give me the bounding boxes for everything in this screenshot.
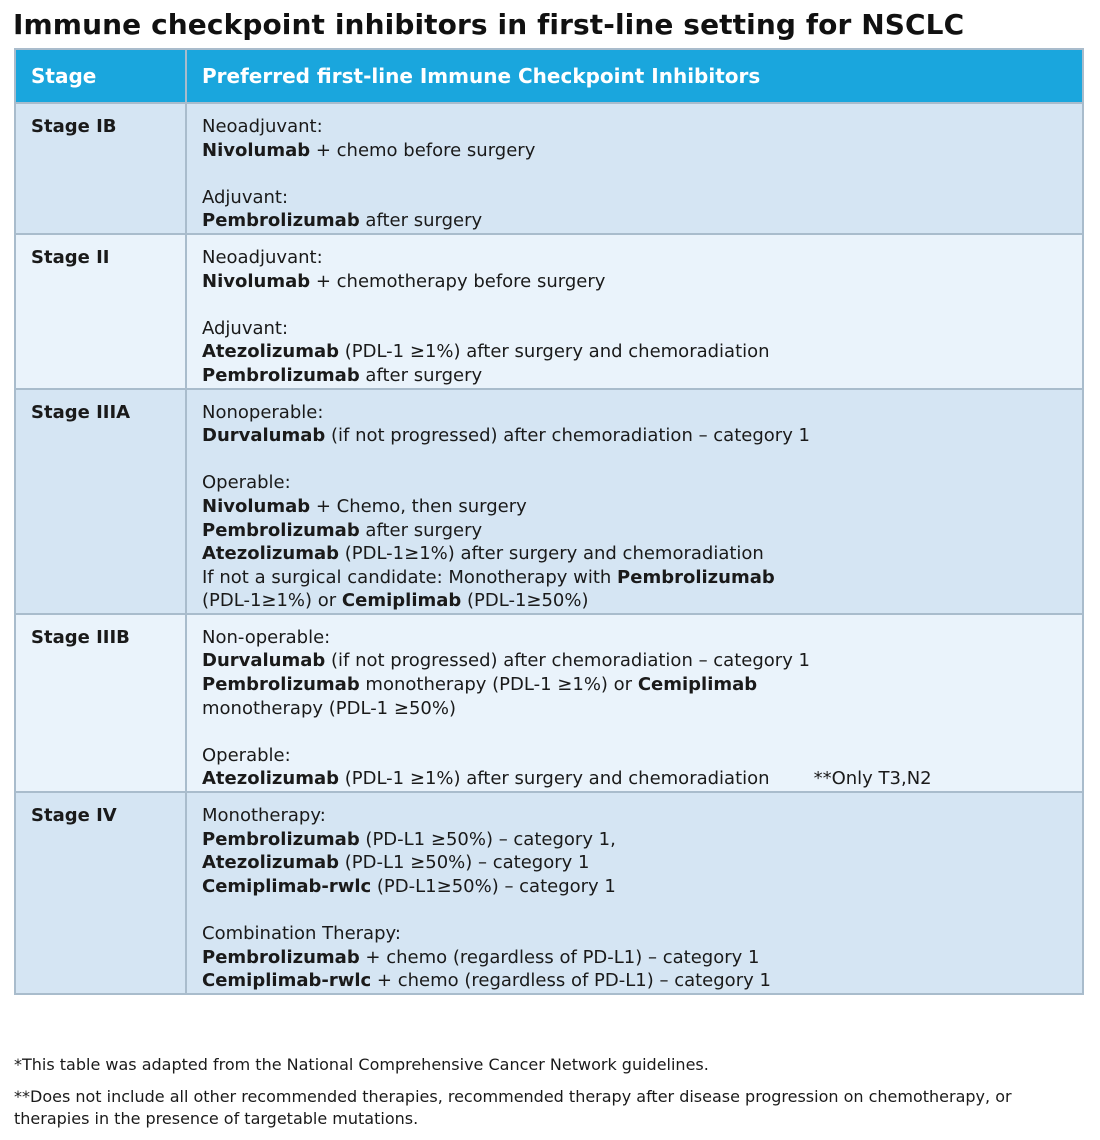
therapy-line [202, 946, 1082, 970]
drug-name: Pembrolizumab [202, 946, 360, 968]
line-text: monotherapy (PDL-1 ≥1%) or [359, 674, 638, 696]
stage-cell: Stage IB [15, 103, 186, 234]
therapy-line [202, 744, 1082, 768]
drug-name: Cemiplimab [341, 590, 462, 612]
stage-cell: Stage IIIB [15, 614, 186, 792]
line-text: + chemo (regardless of PD-L1) – category 1 [359, 946, 760, 968]
line-label: Neoadjuvant: [202, 246, 323, 268]
spacer [202, 293, 1082, 317]
therapy-line [202, 364, 1082, 388]
line-text: (if not progressed) after chemoradiation – category 1 [325, 650, 811, 672]
table-body [15, 103, 1083, 994]
drug-name: Pembrolizumab [202, 674, 360, 696]
line-text: (PD-L1 ≥50%) – category 1 [339, 852, 590, 874]
drug-name: Cemiplimab-rwlc [202, 875, 372, 897]
spacer [202, 448, 1082, 472]
drug-name: Cemiplimab-rwlc [202, 970, 372, 992]
stage-cell: Stage IIIA [15, 389, 186, 614]
drug-name: Pembrolizumab [202, 828, 360, 850]
table-header-row [15, 49, 1083, 103]
therapy-line [202, 969, 1082, 993]
therapy-line [202, 270, 1082, 294]
line-text: (PDL-1≥50%) [461, 590, 589, 612]
line-label: Adjuvant: [202, 186, 289, 208]
table-row [15, 792, 1083, 994]
therapy-line [202, 317, 1082, 341]
line-label: Neoadjuvant: [202, 116, 323, 137]
drug-name: Durvalumab [202, 425, 326, 447]
spacer [202, 162, 1082, 186]
drug-name: Nivolumab [202, 495, 311, 517]
line-note: **Only T3,N2 [813, 768, 932, 790]
drug-name: Nivolumab [202, 139, 311, 161]
therapy-line [202, 697, 1082, 721]
drug-name: Cemiplimab [637, 674, 758, 696]
line-label: Non-operable: [202, 626, 331, 648]
therapy-line [202, 186, 1082, 210]
table-row [15, 614, 1083, 792]
therapy-cell [186, 614, 1083, 792]
line-label: Nonoperable: [202, 401, 324, 423]
therapy-line [202, 424, 1082, 448]
line-text: after surgery [359, 210, 483, 232]
drug-name: Atezolizumab [202, 768, 340, 790]
therapy-line [202, 804, 1082, 828]
therapy-line [202, 589, 1082, 613]
table-row [15, 234, 1083, 389]
therapy-line [202, 649, 1082, 673]
line-text: (PDL-1 ≥1%) after surgery and chemoradiation [339, 768, 770, 790]
therapy-line [202, 401, 1082, 425]
therapy-line [202, 851, 1082, 875]
line-label: Adjuvant: [202, 317, 289, 339]
therapy-cell [186, 103, 1083, 234]
line-prefix: If not a surgical candidate: Monotherapy with [202, 566, 618, 588]
stage-cell: Stage IV [15, 792, 186, 994]
line-label: Operable: [202, 744, 291, 766]
therapy-cell [186, 389, 1083, 614]
therapy-line [202, 139, 1082, 163]
line-text: (PD-L1≥50%) – category 1 [371, 875, 616, 897]
therapy-line [202, 626, 1082, 650]
therapy-column-header: Preferred first-line Immune Checkpoint Inhibitors [186, 49, 1083, 103]
therapy-line [202, 828, 1082, 852]
line-label: Combination Therapy: [202, 923, 401, 944]
line-text: (PDL-1≥1%) after surgery and chemoradiation [339, 543, 764, 565]
line-prefix: (PDL-1≥1%) or [202, 590, 342, 612]
line-text: after surgery [359, 364, 483, 386]
therapy-line [202, 471, 1082, 495]
therapy-line [202, 209, 1082, 233]
line-label: monotherapy (PDL-1 ≥50%) [202, 697, 456, 719]
line-label: Monotherapy: [202, 805, 326, 827]
page-title: Immune checkpoint inhibitors in first-line setting for NSCLC [13, 8, 965, 41]
therapy-line [202, 922, 1082, 946]
therapy-line [202, 115, 1082, 139]
drug-name: Atezolizumab [202, 341, 340, 363]
drug-name: Atezolizumab [202, 852, 340, 874]
therapy-line [202, 767, 1082, 791]
line-text: + chemotherapy before surgery [310, 270, 606, 292]
drug-name: Atezolizumab [202, 543, 340, 565]
drug-name: Pembrolizumab [202, 364, 360, 386]
footnotes [14, 1054, 1086, 1140]
therapy-line [202, 542, 1082, 566]
table-row [15, 103, 1083, 234]
line-text: + Chemo, then surgery [310, 495, 527, 517]
line-text: (PDL-1 ≥1%) after surgery and chemoradiation [339, 341, 770, 363]
drug-name: Pembrolizumab [617, 566, 775, 588]
drug-name: Pembrolizumab [202, 210, 360, 232]
stage-cell: Stage II [15, 234, 186, 389]
therapy-cell [186, 234, 1083, 389]
therapy-line [202, 246, 1082, 270]
stage-column-header: Stage [15, 49, 186, 103]
line-label: Operable: [202, 472, 291, 494]
line-text: + chemo (regardless of PD-L1) – category 1 [371, 970, 771, 992]
table-row [15, 389, 1083, 614]
therapy-line [202, 495, 1082, 519]
footnote-source: *This table was adapted from the National Comprehensive Cancer Network guidelines. [14, 1055, 709, 1074]
line-text: after surgery [359, 519, 483, 541]
drug-name: Pembrolizumab [202, 519, 360, 541]
drug-name: Nivolumab [202, 270, 311, 292]
line-text: + chemo before surgery [310, 139, 536, 161]
line-text: (if not progressed) after chemoradiation – category 1 [325, 425, 811, 447]
spacer [202, 898, 1082, 922]
spacer [202, 720, 1082, 744]
therapy-line [202, 875, 1082, 899]
footnote-exclusions: **Does not include all other recommended therapies, recommended therapy after disease progression on chemotherapy, or therapies in the presence of targetable mutations. [14, 1087, 1012, 1128]
therapy-line [202, 673, 1082, 697]
drug-name: Durvalumab [202, 650, 326, 672]
therapy-line [202, 519, 1082, 543]
line-text: (PD-L1 ≥50%) – category 1, [359, 828, 616, 850]
therapy-line [202, 566, 1082, 590]
checkpoint-inhibitor-table [14, 48, 1084, 995]
therapy-line [202, 340, 1082, 364]
therapy-cell [186, 792, 1083, 994]
